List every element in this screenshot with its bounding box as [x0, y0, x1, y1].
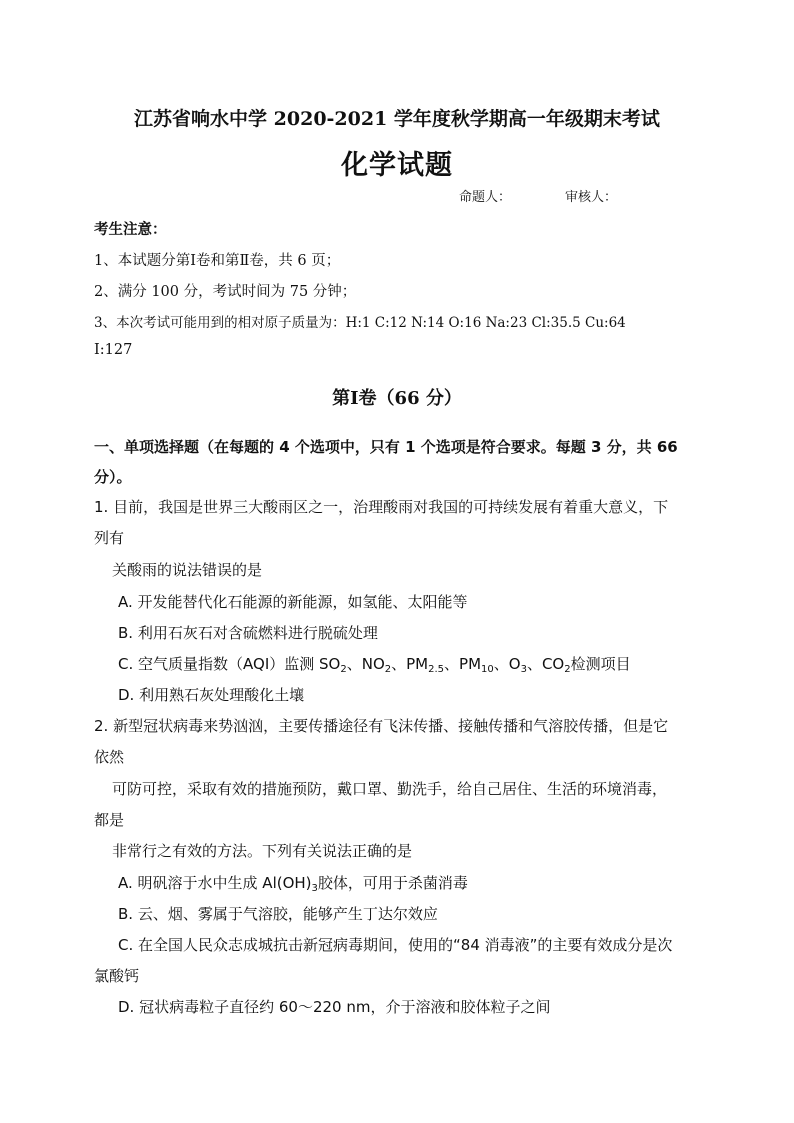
q1-option-c: C. 空气质量指数（AQI）监测 $SO_2$、$NO_2$、$PM_{2.5}$、$PM_{10}$、$O_3$、$CO_2$检测项目 — [118, 655, 631, 675]
notice-heading: 考生注意： — [94, 222, 167, 238]
q1-stem: 1. 目前，我国是世界三大酸雨区之一，治理酸雨对我国的可持续发展有着重大意义，下 — [94, 498, 669, 516]
q1-option-a: A. 开发能替代化石能源的新能源，如氢能、太阳能等 — [118, 593, 468, 611]
q1-option-b: B. 利用石灰石对含硫燃料进行脱硫处理 — [118, 624, 378, 642]
q2-stem: 依然 — [94, 748, 125, 766]
notice-item: I:127 — [94, 342, 133, 358]
notice-item: 2、满分 100 分，考试时间为 75 分钟； — [94, 284, 357, 300]
q2-stem: 2. 新型冠状病毒来势汹汹，主要传播途径有飞沫传播、接触传播和气溶胶传播，但是它 — [94, 717, 669, 735]
notice-item: 1、本试题分第Ⅰ卷和第Ⅱ卷，共 6 页； — [94, 253, 341, 269]
volume-title: 第Ⅰ卷（66 分） — [332, 388, 462, 409]
q2-stem: 可防可控，采取有效的措施预防，戴口罩、勤洗手，给自己居住、生活的环境消毒， — [112, 780, 668, 798]
q1-stem: 列有 — [94, 529, 125, 547]
q2-stem: 都是 — [94, 811, 125, 829]
q2-stem: 非常行之有效的方法。下列有关说法正确的是 — [112, 842, 413, 860]
exam-subject-title: 化学试题 — [341, 150, 453, 181]
q2-option-a: A. 明矾溶于水中生成 $Al(OH)_3$胶体，可用于杀菌消毒 — [118, 874, 468, 894]
section-heading: 一、单项选择题（在每题的 4 个选项中，只有 1 个选项是符合要求。每题 3 分，共 66 — [94, 438, 678, 456]
q1-stem: 关酸雨的说法错误的是 — [112, 561, 263, 579]
q2-option-c-cont: 氯酸钙 — [94, 967, 140, 985]
reviewer-label: 审核人： — [565, 190, 618, 205]
exam-school-title: 江苏省响水中学 2020-2021 学年度秋学期高一年级期末考试 — [134, 108, 660, 130]
q1-option-d: D. 利用熟石灰处理酸化土壤 — [118, 686, 305, 704]
author-label: 命题人： — [459, 190, 512, 205]
q2-option-b: B. 云、烟、雾属于气溶胶，能够产生丁达尔效应 — [118, 905, 438, 923]
q2-option-c: C. 在全国人民众志成城抗击新冠病毒期间，使用的“84 消毒液”的主要有效成分是次 — [118, 936, 673, 954]
q2-option-d: D. 冠状病毒粒子直径约 60～220 nm，介于溶液和胶体粒子之间 — [118, 998, 551, 1016]
section-heading-cont: 分）。 — [94, 468, 132, 486]
notice-item: 3、本次考试可能用到的相对原子质量为：H:1 C:12 N:14 O:16 Na:23 Cl:35.5 Cu:64 — [94, 315, 626, 331]
